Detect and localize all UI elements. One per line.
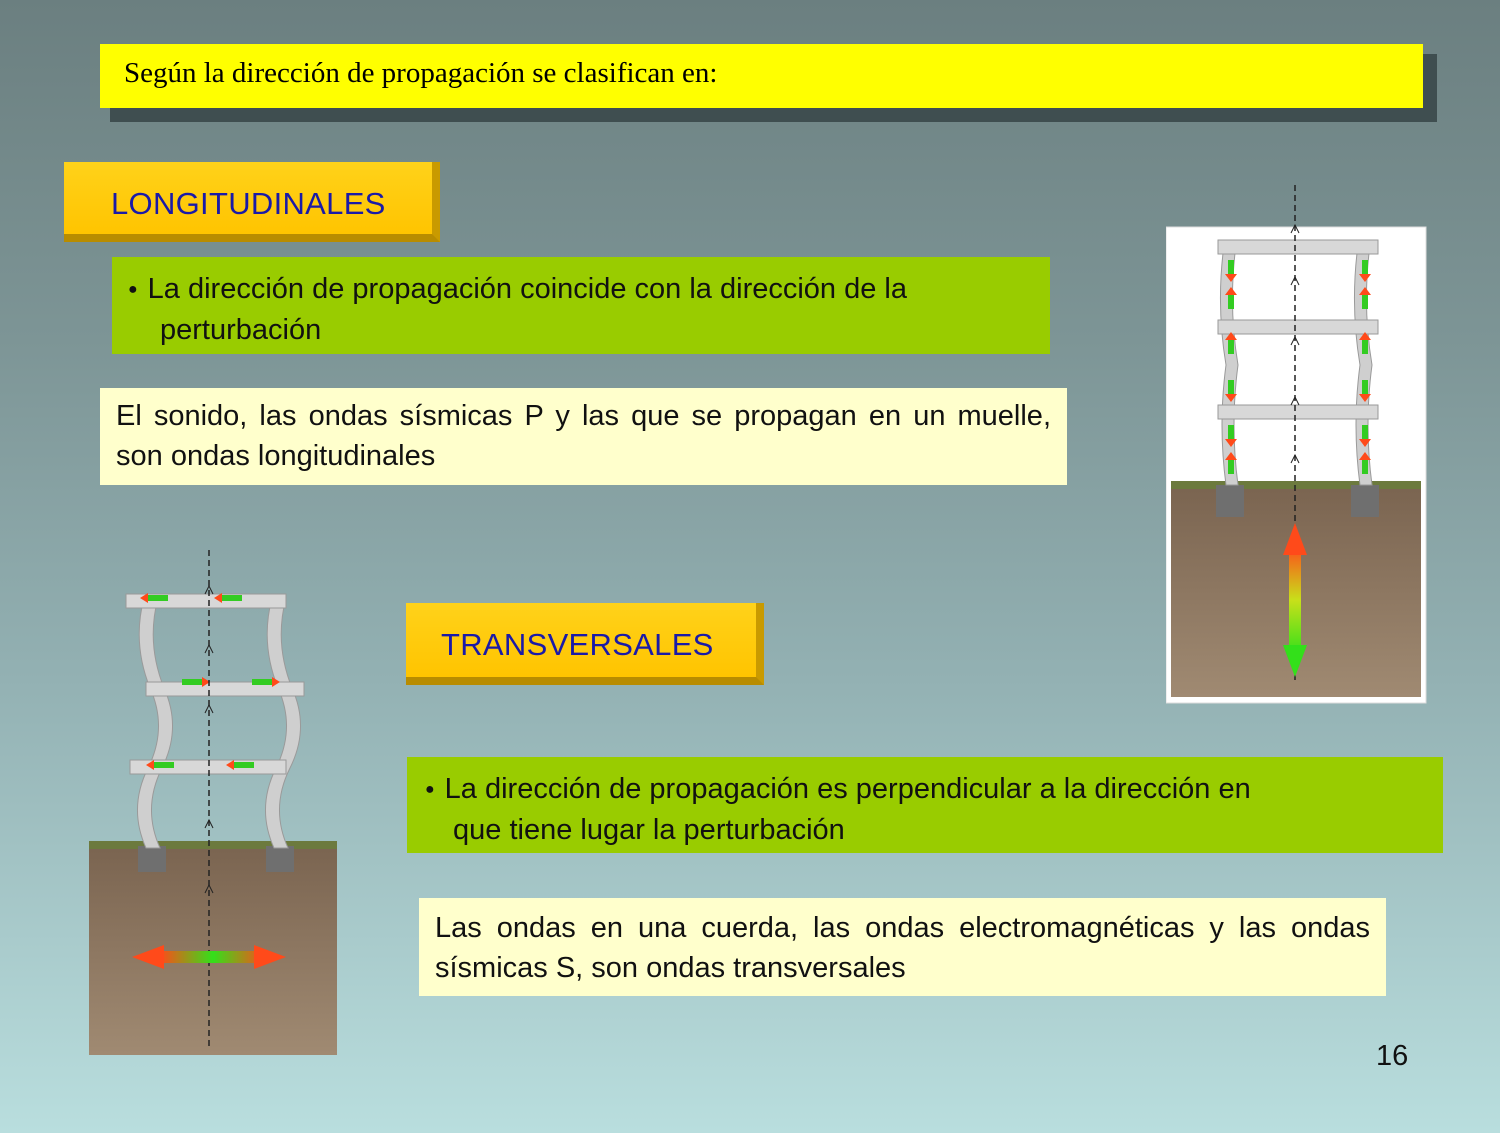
longitudinal-definition [112,257,1050,354]
bullet-dot-icon: ● [425,781,435,798]
transversal-example [419,898,1386,996]
bullet-dot-icon: ● [128,281,138,298]
header-title: Según la dirección de propagación se clasifican en: [124,57,718,89]
slide-header [100,44,1423,108]
longitudinal-definition-line2: perturbación [160,314,322,346]
longitudinal-title-box [64,162,440,242]
longitudinal-example-text: El sonido, las ondas sísmicas P y las que se propagan en un muelle, son ondas longitudinales [116,400,1051,472]
transversal-definition-line2: que tiene lugar la perturbación [453,814,845,846]
page-number: 16 [1376,1040,1409,1072]
transversal-definition [407,757,1443,853]
longitudinal-title: LONGITUDINALES [111,186,386,221]
building-horizontal-wave-illustration [88,548,340,1058]
transversal-title: TRANSVERSALES [441,627,714,662]
longitudinal-example [100,388,1067,485]
transversal-example-text: Las ondas en una cuerda, las ondas electromagnéticas y las ondas sísmicas S, son ondas transversales [435,912,1370,984]
longitudinal-definition-line1: La dirección de propagación coincide con la dirección de la [147,273,907,305]
building-vertical-wave-illustration [1166,185,1428,705]
transversal-definition-line1: La dirección de propagación es perpendicular a la dirección en [444,773,1251,805]
transversal-title-box [406,603,764,685]
